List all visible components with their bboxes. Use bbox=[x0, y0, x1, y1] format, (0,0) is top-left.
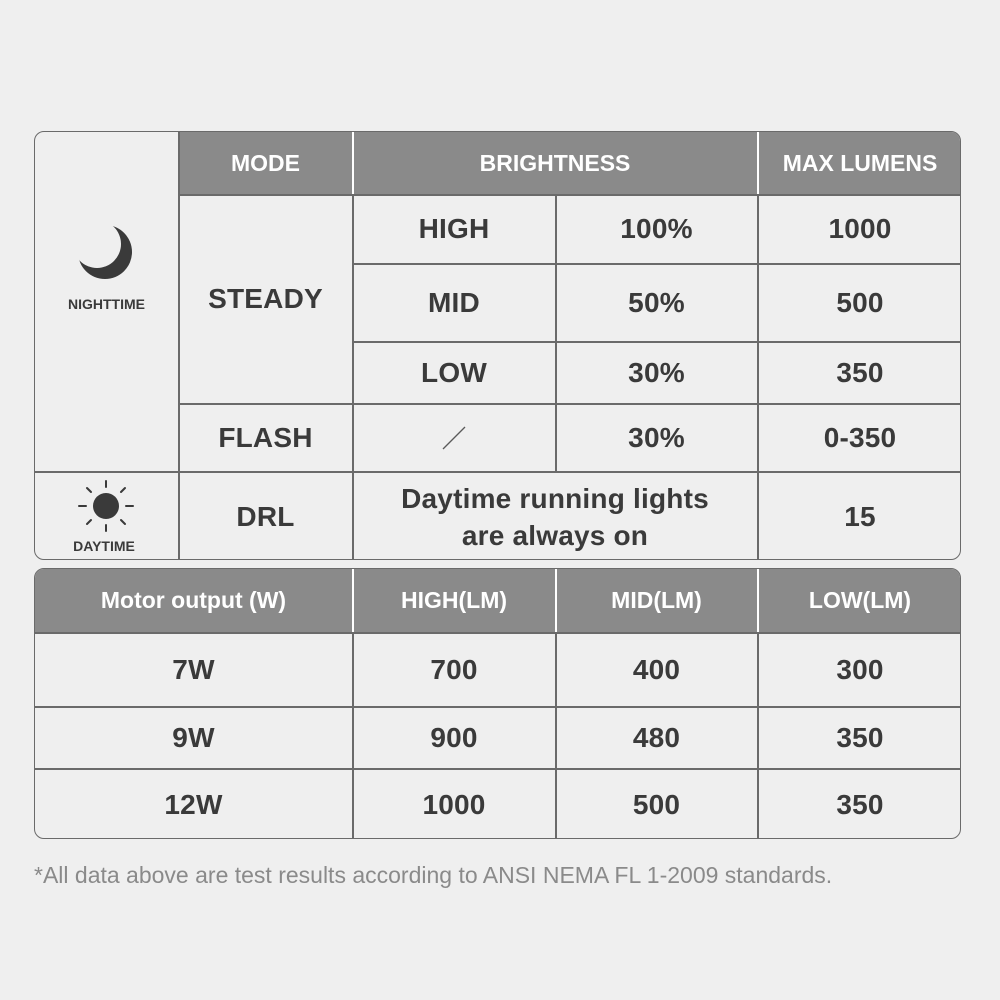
high-12w: 1000 bbox=[422, 788, 486, 820]
nighttime-label: NIGHTTIME bbox=[68, 296, 145, 312]
header-high-lm: HIGH(LM) bbox=[353, 569, 555, 632]
mid-7w: 400 bbox=[632, 653, 681, 685]
mode-flash: FLASH bbox=[218, 421, 313, 453]
mid-12w: 500 bbox=[632, 788, 681, 820]
nighttime-block bbox=[35, 132, 178, 471]
motor-output-table bbox=[34, 568, 961, 839]
drl-description bbox=[353, 472, 757, 560]
percent-flash: 30% bbox=[628, 421, 685, 453]
motor-9w: 9W bbox=[172, 721, 215, 753]
mode-steady: STEADY bbox=[208, 283, 323, 314]
percent-low: 30% bbox=[628, 356, 685, 388]
lumens-mid: 500 bbox=[836, 286, 884, 318]
mid-9w: 480 bbox=[632, 721, 681, 753]
header-max-lumens: MAX LUMENS bbox=[758, 132, 961, 194]
header-brightness: BRIGHTNESS bbox=[353, 132, 757, 194]
mode-drl: DRL bbox=[236, 500, 295, 532]
motor-7w: 7W bbox=[172, 653, 215, 685]
footnote: *All data above are test results according to ANSI NEMA FL 1-2009 standards. bbox=[34, 862, 833, 888]
level-flash bbox=[353, 404, 555, 471]
header-low-lm: LOW(LM) bbox=[758, 569, 961, 632]
header-mid-lm: MID(LM) bbox=[556, 569, 757, 632]
sun-icon bbox=[76, 480, 136, 532]
level-low: LOW bbox=[421, 356, 487, 388]
percent-mid: 50% bbox=[628, 286, 685, 318]
level-high: HIGH bbox=[418, 213, 490, 244]
daytime-label: DAYTIME bbox=[73, 538, 135, 554]
crescent-moon-icon bbox=[75, 224, 135, 284]
percent-high: 100% bbox=[620, 213, 693, 244]
high-9w: 900 bbox=[430, 721, 478, 753]
low-12w: 350 bbox=[836, 788, 884, 820]
lumens-drl: 15 bbox=[844, 500, 876, 532]
low-9w: 350 bbox=[836, 721, 884, 753]
lighting-modes-table bbox=[34, 131, 961, 560]
lumens-high: 1000 bbox=[828, 213, 892, 244]
drl-description-line1: Daytime running lights bbox=[401, 482, 709, 514]
level-mid: MID bbox=[428, 286, 480, 318]
slash-mark bbox=[439, 423, 469, 453]
lumens-low: 350 bbox=[836, 356, 884, 388]
header-motor-output: Motor output (W) bbox=[35, 569, 352, 632]
lumens-flash: 0-350 bbox=[823, 421, 897, 453]
drl-description-line2: are always on bbox=[461, 519, 649, 551]
daytime-block bbox=[35, 472, 178, 560]
motor-12w: 12W bbox=[164, 788, 223, 820]
low-7w: 300 bbox=[836, 653, 884, 685]
high-7w: 700 bbox=[430, 653, 478, 685]
header-mode: MODE bbox=[179, 132, 352, 194]
